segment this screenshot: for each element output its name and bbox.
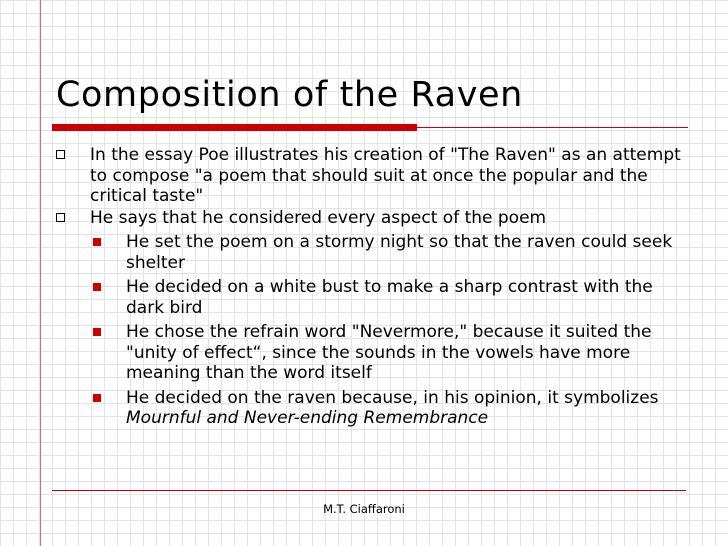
- subbullet-1-text: He set the poem on a stormy night so that the raven could seek shelter: [126, 232, 673, 273]
- margin-rule: [40, 0, 41, 546]
- subbullet-4-italic-text: Mournful and Never-ending Remembrance: [126, 408, 489, 428]
- hollow-square-bullet-icon: [56, 150, 65, 159]
- subbullet-1: [56, 232, 686, 273]
- subbullet-2-text: He decided on a white bust to make a sharp contrast with the dark bird: [126, 277, 653, 318]
- hollow-square-bullet-icon: [56, 213, 65, 222]
- subbullet-4: [56, 388, 686, 429]
- bullet-1: [56, 145, 686, 207]
- subbullet-4-plain-text: He decided on the raven because, in his opinion, it symbolizes: [126, 387, 659, 408]
- red-square-bullet-icon: [93, 328, 101, 336]
- title-underline-thin: [417, 127, 688, 128]
- slide-body: [56, 145, 686, 429]
- bullet-1-text: In the essay Poe illustrates his creation of "The Raven" as an attempt to compose "a poem that should suit at once the popular and the critical taste": [90, 145, 681, 206]
- title-underline-thick: [52, 124, 417, 131]
- subbullet-4-text: [126, 388, 686, 429]
- slide-footer: M.T. Ciaffaroni: [323, 502, 405, 516]
- footer-rule: [52, 490, 686, 491]
- subbullet-2: [56, 277, 686, 318]
- bullet-2-text: He says that he considered every aspect of the poem: [90, 207, 547, 228]
- red-square-bullet-icon: [93, 238, 101, 246]
- red-square-bullet-icon: [93, 283, 101, 291]
- slide-title: Composition of the Raven: [56, 75, 523, 115]
- bullet-2: [56, 208, 686, 229]
- subbullet-3-text: He chose the refrain word "Nevermore," because it suited the "unity of effect“, since the sounds in the vowels have more meaning than the word itself: [126, 322, 652, 383]
- subbullet-3: [56, 322, 686, 384]
- red-square-bullet-icon: [93, 394, 101, 402]
